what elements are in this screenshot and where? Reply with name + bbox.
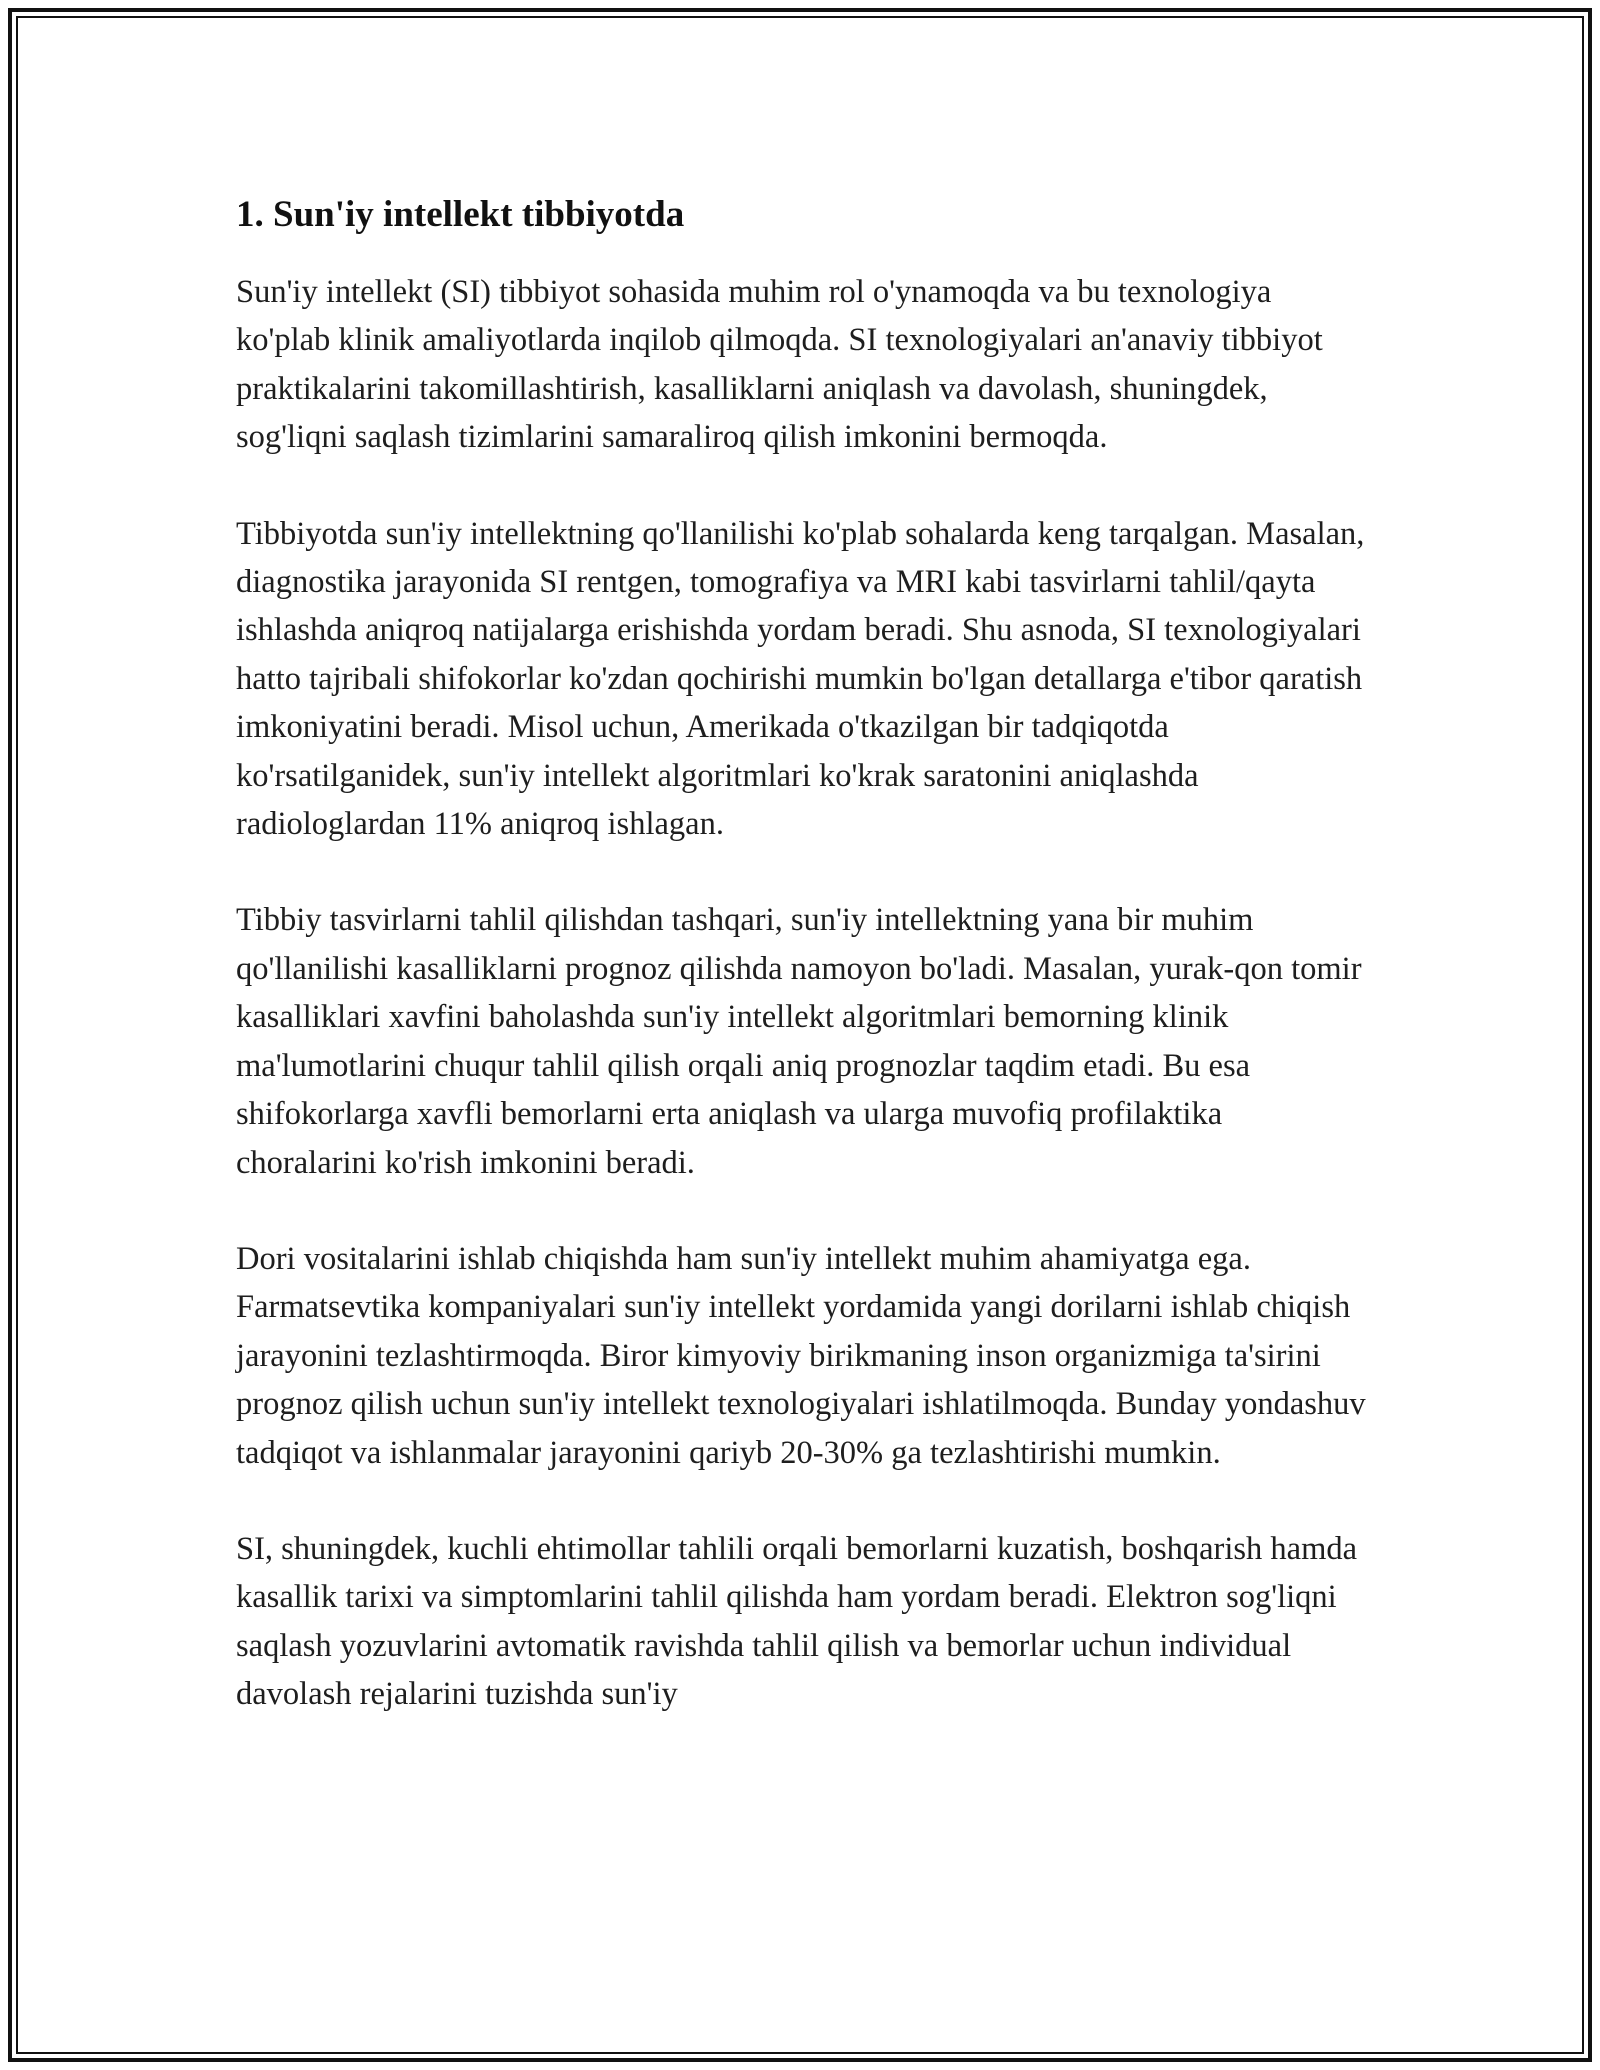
paragraph-5: SI, shuningdek, kuchli ehtimollar tahlili orqali bemorlarni kuzatish, boshqarish hamda kasallik tarixi va simptomlarini tahlil qilishda ham yordam beradi. Elektron sog'liqni saqlash yozuvlarini avtomatik ravishda tahlil qilish va bemorlar uchun individual davolash rejalarini tuzishda sun'iy xyxy=(236,1530,1358,1713)
section-heading: 1. Sun'iy intellekt tibbiyotda xyxy=(236,194,685,235)
paragraph-3: Tibbiy tasvirlarni tahlil qilishdan tashqari, sun'iy intellektning yana bir muhim qo'llanilishi kasalliklarni prognoz qilishda namoyon bo'ladi. Masalan, yurak-qon tomir kasalliklari xavfini baholashda sun'iy intellekt algoritmlari bemorning klinik ma'lumotlarini chuqur tahlil qilish orqali aniq prognozlar taqdim etadi. Bu esa shifokorlarga xavfli bemorlarni erta aniqlash va ularga muvofiq profilaktika choralarini ko'rish imkonini beradi. xyxy=(236,902,1362,1181)
paragraph-4: Dori vositalarini ishlab chiqishda ham sun'iy intellekt muhim ahamiyatga ega. Farmatsevtika kompaniyalari sun'iy intellekt yordamida yangi dorilarni ishlab chiqish jarayonini tezlashtirmoqda. Biror kimyoviy birikmaning inson organizmiga ta'sirini prognoz qilish uchun sun'iy intellekt texnologiyalari ishlatilmoqda. Bunday yondashuv tadqiqot va ishlanmalar jarayonini qariyb 20-30% ga tezlashtirishi mumkin. xyxy=(236,1240,1366,1471)
paragraph-2: Tibbiyotda sun'iy intellektning qo'llanilishi ko'plab sohalarda keng tarqalgan. Masalan, diagnostika jarayonida SI rentgen, tomografiya va MRI kabi tasvirlarni tahlil/qayta ishlashda aniqroq natijalarga erishishda yordam beradi. Shu asnoda, SI texnologiyalari hatto tajribali shifokorlar ko'zdan qochirishi mumkin bo'lgan detallarga e'tibor qaratish imkoniyatini beradi. Misol uchun, Amerikada o'tkazilgan bir tadqiqotda ko'rsatilganidek, sun'iy intellekt algoritmlari ko'krak saratonini aniqlashda radiologlardan 11% aniqroq ishlagan. xyxy=(236,515,1365,843)
paragraph-1: Sun'iy intellekt (SI) tibbiyot sohasida muhim rol o'ynamoqda va bu texnologiya ko'plab klinik amaliyotlarda inqilob qilmoqda. SI texnologiyalari an'anaviy tibbiyot praktikalarini takomillashtirish, kasalliklarni aniqlash va davolash, shuningdek, sog'liqni saqlash tizimlarini samaraliroq qilish imkonini bermoqda. xyxy=(236,274,1323,456)
document-body xyxy=(236,190,1366,1767)
